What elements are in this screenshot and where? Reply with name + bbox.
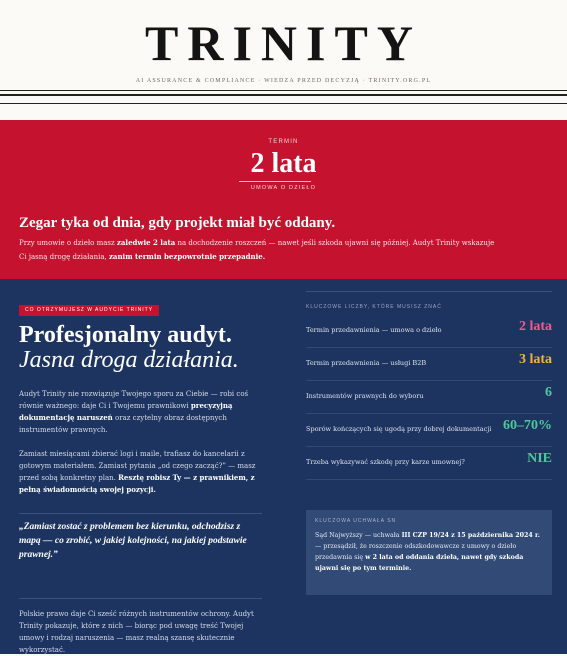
stat-label: Instrumentów prawnych do wyboru [306,392,424,400]
header [0,0,567,120]
ruling-title: KLUCZOWA UCHWAŁA SN [315,518,397,524]
section-badge: CO OTRZYMUJESZ W AUDYCIE TRINITY [19,305,159,316]
term-label: TERMIN [268,139,299,145]
stat-row [306,380,552,414]
hero-headline: Zegar tyka od dnia, gdy projekt miał być oddany. [19,215,336,231]
pull-quote: „Zamiast zostać z problemem bez kierunku, odchodzisz z mapą — co zrobić, w jakiej kolejności, na jakiej podstawie prawnej.” [19,522,247,560]
hero-body-text: Przy umowie o dzieło masz [19,239,117,247]
stat-value: 3 lata [518,352,552,367]
stat-value: 2 lata [518,319,552,334]
paragraph-text: oraz czytelny obraz dostępnych instrumentów prawnych. [19,414,227,434]
paragraph-emphasis: precyzyjną dokumentację naruszeń [19,401,233,422]
ruling-text-part: — przesądził, że roszczenie odszkodowawcze z umowy o dzieło przedawnia się [315,543,517,561]
divider [19,513,262,514]
stats-title: KLUCZOWE LICZBY, KTÓRE MUSISZ ZNAĆ [306,304,442,310]
hero-body-emphasis: zanim termin bezpowrotnie przepadnie. [108,252,266,261]
stat-row [306,314,552,348]
paragraph-instruments: Polskie prawo daje Ci sześć różnych instrumentów ochrony. Audyt Trinity pokazuje, które z nich — biorąc pod uwagę treść Twojej umowy i rodzaj naruszenia — masz realną szansę skutecznie wykorzystać. [19,610,254,654]
ruling-emphasis: III CZP 19/24 z 15 października 2024 r. [401,532,540,539]
stat-label: Termin przedawnienia — usługi B2B [306,359,427,367]
brand-logo: TRINITY [145,15,422,71]
stat-row [306,446,552,480]
paragraph-audit [19,388,259,436]
term-subtitle: UMOWA O DZIEŁO [250,185,317,191]
hero-body [19,236,499,264]
stat-label: Termin przedawnienia — umowa o dzieło [306,326,442,334]
tagline: AI ASSURANCE & COMPLIANCE · WIEDZA PRZED DECYZJĄ · TRINITY.ORG.PL [135,78,432,84]
hero-body-text: na dochodzenie roszczeń — nawet jeśli szkoda ujawni się później. Audyt Trinity wskazuje Ci jasną drogę działania, [19,239,495,261]
divider [0,94,567,96]
paragraph-plan [19,448,259,496]
paragraph-text: Audyt Trinity nie rozwiązuje Twojego sporu za Ciebie — robi coś równie ważnego: daje Ci i Twojemu prawnikowi [19,390,249,410]
paragraph-emphasis: Resztę robisz Ty — z prawnikiem, z pełną świadomością swojej pozycji. [19,473,255,494]
hero-body-emphasis: zaledwie 2 lata [116,238,176,247]
stat-label: Sporów kończących się ugodą przy dobrej dokumentacji [306,425,492,433]
section-subtitle: Jasna droga działania. [19,347,239,373]
stat-value: 60–70% [503,418,552,433]
section-title: Profesjonalny audyt. [19,322,232,348]
hero-section [0,120,567,279]
paragraph-text: Zamiast miesiącami zbierać logi i maile, trafiasz do kancelarii z gotowym materiałem. Zamiast pytania „od czego zacząć?” — masz przed sobą konkretny plan. [19,450,256,482]
divider [19,598,262,599]
ruling-text [315,530,545,574]
stat-row [306,413,552,447]
ruling-box [306,510,552,595]
stat-value: 6 [545,385,552,400]
ruling-emphasis: w 2 lata od oddania dzieła, nawet gdy szkoda ujawni się po tym terminie. [315,554,524,572]
details-section [0,279,567,654]
divider [0,103,567,104]
term-value: 2 lata [250,148,317,179]
stat-label: Trzeba wykazywać szkodę przy karze umownej? [306,458,465,466]
stat-row [306,347,552,381]
divider [306,291,552,292]
divider [0,90,567,91]
divider [239,181,311,182]
ruling-text-part: Sąd Najwyższy — uchwała [315,532,402,539]
stat-value: NIE [527,451,552,466]
